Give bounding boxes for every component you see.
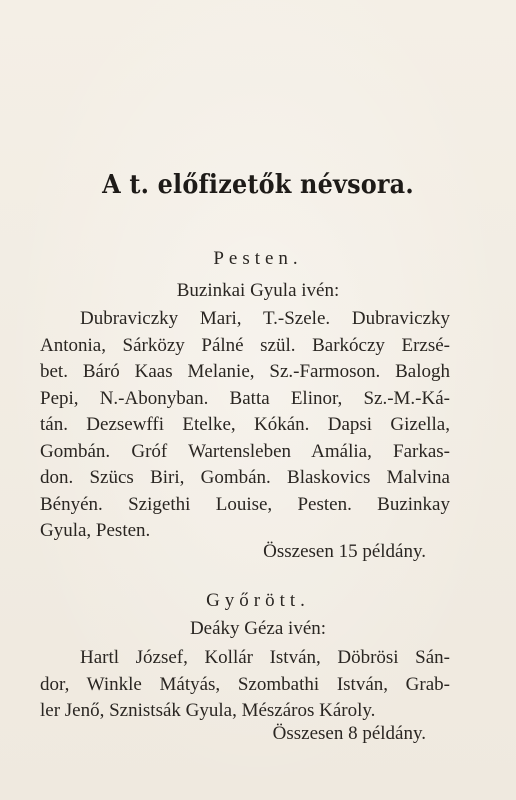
section-collector-heading: Buzinkai Gyula ivén:	[176, 280, 340, 301]
text-line: Gyula, Pesten.	[40, 520, 151, 541]
text-line: Dubraviczky Mari, T.-Szele. Dubraviczky	[80, 308, 450, 329]
text-line: Gombán. Gróf Wartensleben Amália, Farkas-	[40, 440, 450, 462]
text-line: Pepi, N.-Abonyban. Batta Elinor, Sz.-M.-Ká-	[40, 387, 450, 409]
section-collector-heading: Deáky Géza ivén:	[189, 618, 327, 639]
text-line: Hartl József, Kollár István, Döbrösi Sán-	[80, 647, 450, 668]
section-total: Összesen 8 példány.	[272, 723, 426, 744]
section-total: Összesen 15 példány.	[263, 541, 426, 562]
text-line: bet. Báró Kaas Melanie, Sz.-Farmoson. Balogh	[40, 361, 450, 382]
text-line: dor, Winkle Mátyás, Szombathi István, Grab-	[40, 673, 450, 695]
text-line: Antonia, Sárközy Pálné szül. Barkóczy Erzsé-	[40, 334, 450, 356]
subscriber-list-paragraph	[40, 306, 450, 545]
subscriber-list-paragraph	[40, 645, 450, 725]
section-place-heading: Pesten.	[213, 248, 303, 269]
text-line: don. Szücs Biri, Gombán. Blaskovics Malvina	[40, 467, 450, 488]
text-line: tán. Dezsewffi Etelke, Kókán. Dapsi Gizella,	[40, 414, 450, 435]
text-line: Bényén. Szigethi Louise, Pesten. Buzinkay	[40, 493, 450, 515]
page-title: A t. előfizetők névsora.	[102, 170, 414, 200]
text-line: ler Jenő, Sznistsák Gyula, Mészáros Károly.	[40, 700, 376, 721]
section-place-heading: Győrött.	[206, 590, 310, 611]
